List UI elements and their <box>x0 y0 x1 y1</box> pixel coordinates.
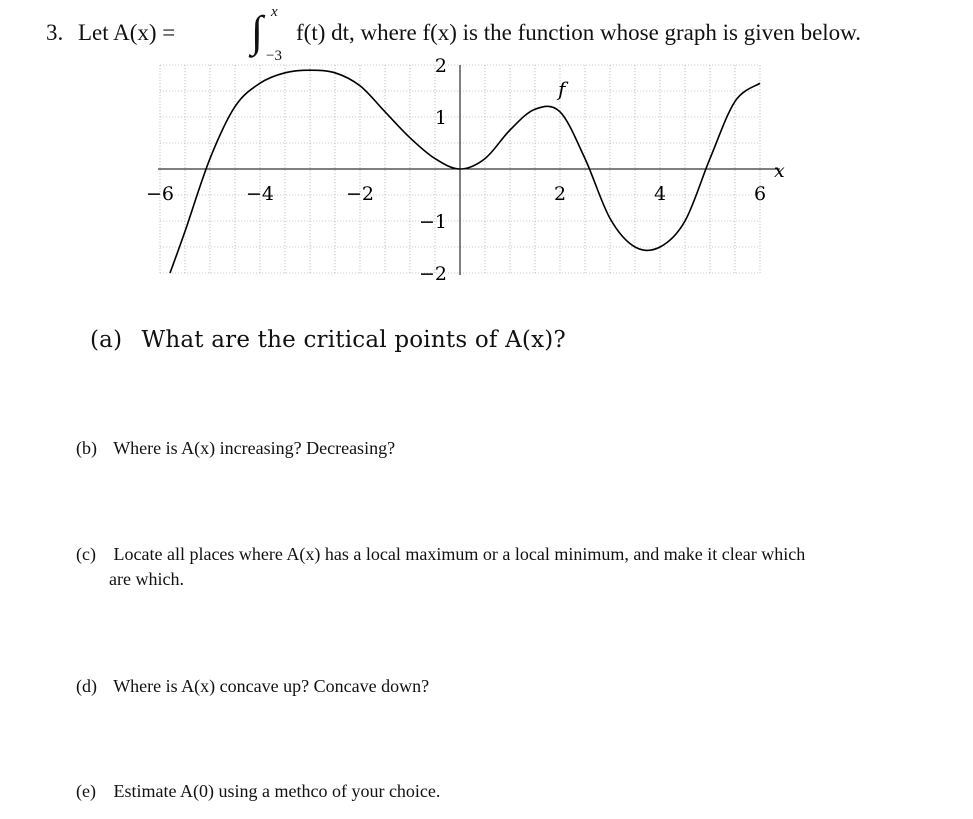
graph-axes <box>158 65 780 275</box>
part-d <box>76 674 429 699</box>
x-tick-label: 2 <box>553 183 567 205</box>
part-c <box>76 542 926 592</box>
y-tick-label: −2 <box>418 263 447 285</box>
x-axis-label: x <box>774 160 785 182</box>
tick-labels <box>146 55 766 285</box>
part-d-text: Where is A(x) concave up? Concave down? <box>113 676 430 696</box>
curve-f <box>170 70 760 273</box>
integral-sign: ∫ <box>251 7 264 56</box>
part-c-text-line1: Locate all places where A(x) has a local maximum or a local minimum, and make it clear which <box>113 544 806 564</box>
curve-label: f <box>558 77 566 101</box>
x-tick-label: 6 <box>753 183 767 205</box>
part-a-text: What are the critical points of A(x)? <box>141 327 566 353</box>
integral-lower-limit: −3 <box>266 48 282 64</box>
part-e-text: Estimate A(0) using a methco of your choice. <box>113 781 441 801</box>
y-tick-label: 1 <box>434 107 447 129</box>
part-e <box>76 779 440 804</box>
part-c-label: (c) <box>76 544 96 564</box>
x-tick-label: −6 <box>145 183 175 205</box>
problem-number: 3. <box>46 20 64 45</box>
x-tick-label: −4 <box>245 183 275 205</box>
part-b-label: (b) <box>76 438 97 458</box>
part-a <box>90 328 566 353</box>
integral-upper-limit: x <box>271 4 278 20</box>
function-graph <box>140 50 800 285</box>
y-tick-label: 2 <box>434 55 447 77</box>
part-c-text-line2: are which. <box>109 569 184 589</box>
x-tick-label: 4 <box>653 183 667 205</box>
part-e-label: (e) <box>76 781 96 801</box>
part-a-label: (a) <box>90 327 123 353</box>
problem-statement-text: f(t) dt, where f(x) is the function whose graph is given below. <box>296 20 862 45</box>
part-b <box>76 436 395 461</box>
problem-intro: Let A(x) = <box>78 20 176 45</box>
part-d-label: (d) <box>76 676 97 696</box>
part-b-text: Where is A(x) increasing? Decreasing? <box>113 438 396 458</box>
y-tick-label: −1 <box>418 211 447 233</box>
x-tick-label: −2 <box>345 183 375 205</box>
